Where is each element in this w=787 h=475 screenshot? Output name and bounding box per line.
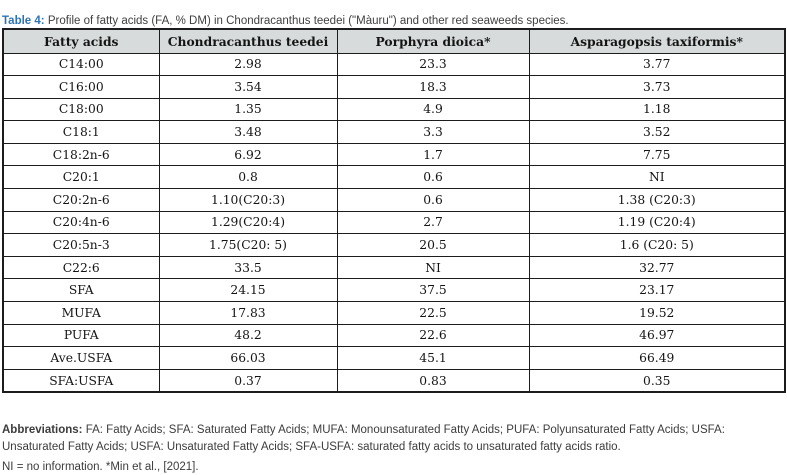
row-label-cell: Ave.USFA [3,347,159,370]
value-cell: 3.3 [337,121,529,144]
column-header: Porphyra dioica* [337,29,529,53]
table-header-row [3,29,785,53]
abbreviations-label: Abbreviations: [2,423,83,436]
row-label-cell: C18:00 [3,98,159,121]
value-cell: 1.6 (C20: 5) [529,234,785,257]
row-label-cell: C20:5n-3 [3,234,159,257]
value-cell: 17.83 [159,302,337,325]
value-cell: 0.6 [337,189,529,212]
value-cell: 46.97 [529,324,785,347]
row-label-cell: SFA [3,279,159,302]
table-caption [2,14,782,29]
value-cell: 0.37 [159,369,337,392]
value-cell: 32.77 [529,256,785,279]
table-row [3,279,785,302]
value-cell: 1.38 (C20:3) [529,189,785,212]
table-row [3,143,785,166]
value-cell: 19.52 [529,302,785,325]
column-header: Chondracanthus teedei [159,29,337,53]
table-caption-text: Profile of fatty acids (FA, % DM) in Chondracanthus teedei ("Màuru") and other red seaweeds species. [47,14,569,27]
value-cell: 0.83 [337,369,529,392]
column-header: Fatty acids [3,29,159,53]
value-cell: 24.15 [159,279,337,302]
row-label-cell: PUFA [3,324,159,347]
value-cell: 22.6 [337,324,529,347]
row-label-cell: C16:00 [3,76,159,99]
value-cell: 66.49 [529,347,785,370]
value-cell: 0.35 [529,369,785,392]
value-cell: NI [529,166,785,189]
value-cell: NI [337,256,529,279]
value-cell: 7.75 [529,143,785,166]
row-label-cell: SFA:USFA [3,369,159,392]
column-header: Asparagopsis taxiformis* [529,29,785,53]
value-cell: 45.1 [337,347,529,370]
table-row [3,98,785,121]
value-cell: 1.75(C20: 5) [159,234,337,257]
table-row [3,189,785,212]
value-cell: 1.35 [159,98,337,121]
value-cell: 48.2 [159,324,337,347]
value-cell: 66.03 [159,347,337,370]
table-row [3,302,785,325]
table-row [3,324,785,347]
ni-note: NI = no information. *Min et al., [2021]. [2,460,199,473]
table-row [3,76,785,99]
value-cell: 1.29(C20:4) [159,211,337,234]
value-cell: 3.73 [529,76,785,99]
value-cell: 37.5 [337,279,529,302]
table-row [3,256,785,279]
table-row [3,121,785,144]
row-label-cell: MUFA [3,302,159,325]
value-cell: 4.9 [337,98,529,121]
value-cell: 0.8 [159,166,337,189]
table-row [3,369,785,392]
value-cell: 22.5 [337,302,529,325]
row-label-cell: C14:00 [3,53,159,76]
value-cell: 3.48 [159,121,337,144]
value-cell: 23.17 [529,279,785,302]
value-cell: 23.3 [337,53,529,76]
row-label-cell: C22:6 [3,256,159,279]
value-cell: 6.92 [159,143,337,166]
abbreviations-text: FA: Fatty Acids; SFA: Saturated Fatty Acids; MUFA: Monounsaturated Fatty Acids; PUFA: Polyunsaturated Fatty Acids; USFA: Unsaturated Fatty Acids; USFA: Unsaturated Fatty Acids; SFA-USFA: saturated fatty acids to unsaturated fatty acids ratio. [2,423,725,453]
value-cell: 3.54 [159,76,337,99]
table-row [3,211,785,234]
table-row [3,347,785,370]
table-row [3,166,785,189]
table-row [3,53,785,76]
value-cell: 0.6 [337,166,529,189]
abbreviations-note [2,422,784,457]
value-cell: 2.7 [337,211,529,234]
value-cell: 1.7 [337,143,529,166]
row-label-cell: C20:4n-6 [3,211,159,234]
row-label-cell: C20:2n-6 [3,189,159,212]
row-label-cell: C18:1 [3,121,159,144]
table-body [3,53,785,392]
row-label-cell: C20:1 [3,166,159,189]
value-cell: 1.10(C20:3) [159,189,337,212]
table-caption-label: Table 4: [2,14,45,27]
value-cell: 2.98 [159,53,337,76]
value-cell: 33.5 [159,256,337,279]
value-cell: 1.19 (C20:4) [529,211,785,234]
value-cell: 3.52 [529,121,785,144]
value-cell: 1.18 [529,98,785,121]
value-cell: 20.5 [337,234,529,257]
fatty-acids-table [2,28,786,393]
value-cell: 3.77 [529,53,785,76]
value-cell: 18.3 [337,76,529,99]
row-label-cell: C18:2n-6 [3,143,159,166]
table-row [3,234,785,257]
